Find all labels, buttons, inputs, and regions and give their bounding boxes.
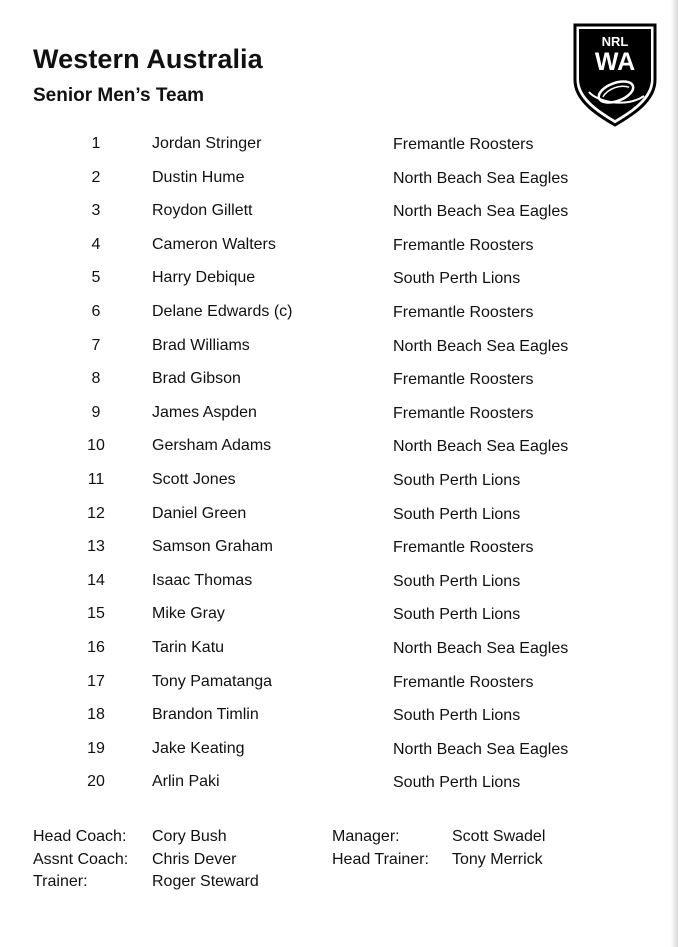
page-title: Western Australia [33,44,263,74]
player-name: Tony Pamatanga [152,672,273,690]
logo-main-text: WA [594,48,636,76]
roster-row [0,295,678,329]
player-club: Fremantle Roosters [393,539,534,557]
player-club: North Beach Sea Eagles [393,740,569,758]
staff-entry [332,849,632,872]
player-club: North Beach Sea Eagles [393,203,569,221]
roster-row [0,362,678,396]
player-number: 10 [87,437,105,455]
player-club: Fremantle Roosters [393,136,534,153]
roster-row [0,127,678,161]
player-number: 15 [87,605,105,623]
roster-row [0,530,678,564]
player-number: 4 [91,235,101,253]
roster-row [0,665,678,699]
player-number: 2 [91,168,101,186]
nrl-wa-shield-logo [572,22,658,128]
player-name: Delane Edwards (c) [152,302,293,320]
player-club: Fremantle Roosters [393,303,534,321]
staff-role: Trainer: [33,873,88,890]
roster-row [0,765,678,799]
player-number: 7 [91,336,101,354]
player-number: 12 [87,504,105,522]
player-name: Dustin Hume [152,168,245,186]
staff-list-left [33,826,333,894]
player-number: 18 [87,706,105,724]
roster-row [0,396,678,430]
player-name: Jordan Stringer [152,135,262,152]
staff-name: Cory Bush [152,828,227,845]
roster-row [0,597,678,631]
player-name: Arlin Paki [152,773,220,791]
staff-name: Tony Merrick [452,850,543,868]
staff-role: Head Trainer: [332,850,429,868]
staff-name: Chris Dever [152,850,237,868]
player-club: Fremantle Roosters [393,404,534,422]
staff-role: Assnt Coach: [33,850,129,868]
player-club: North Beach Sea Eagles [393,438,569,456]
player-number: 11 [87,470,105,488]
roster-row [0,261,678,295]
player-number: 8 [91,370,101,388]
player-name: Roydon Gillett [152,202,253,220]
roster-row [0,463,678,497]
player-name: Brad Williams [152,336,250,354]
player-club: South Perth Lions [393,707,521,725]
player-name: James Aspden [152,403,257,421]
player-number: 3 [91,202,101,220]
player-name: Samson Graham [152,538,273,556]
player-club: South Perth Lions [393,471,521,489]
player-name: Harry Debique [152,269,256,287]
player-number: 1 [91,135,101,152]
page-subtitle: Senior Men’s Team [33,85,205,106]
player-number: 20 [87,773,105,791]
player-number: 19 [87,739,105,757]
player-name: Mike Gray [152,605,225,623]
staff-entry [33,871,333,894]
player-number: 6 [91,302,101,320]
logo-top-text: NRL [601,34,629,49]
staff-entry [332,826,632,849]
player-number: 14 [87,571,105,589]
roster-row [0,631,678,665]
staff-role: Head Coach: [33,828,127,845]
player-club: Fremantle Roosters [393,371,534,389]
staff-name: Roger Steward [152,873,259,890]
player-name: Daniel Green [152,504,247,522]
roster-row [0,732,678,766]
player-club: South Perth Lions [393,572,521,590]
player-club: South Perth Lions [393,774,521,792]
player-number: 13 [87,538,105,556]
roster-row [0,329,678,363]
staff-name: Scott Swadel [452,828,546,845]
player-name: Tarin Katu [152,638,225,656]
player-club: South Perth Lions [393,505,521,523]
roster-row [0,698,678,732]
player-number: 9 [91,403,101,421]
roster-row [0,228,678,262]
player-club: South Perth Lions [393,270,521,288]
staff-entry [33,849,333,872]
player-name: Gersham Adams [152,437,272,455]
player-name: Brandon Timlin [152,706,259,724]
team-roster [0,127,678,799]
player-club: North Beach Sea Eagles [393,639,569,657]
roster-row [0,497,678,531]
roster-row [0,429,678,463]
player-name: Jake Keating [152,739,245,757]
roster-row [0,194,678,228]
player-club: South Perth Lions [393,606,521,624]
player-number: 17 [87,672,105,690]
staff-entry [33,826,333,849]
player-name: Isaac Thomas [152,571,253,589]
player-name: Scott Jones [152,470,236,488]
player-club: Fremantle Roosters [393,673,534,691]
staff-role: Manager: [332,828,400,845]
player-number: 5 [91,269,101,287]
player-club: North Beach Sea Eagles [393,337,569,355]
player-name: Brad Gibson [152,370,241,388]
player-club: North Beach Sea Eagles [393,169,569,187]
player-number: 16 [87,638,105,656]
roster-row [0,564,678,598]
player-club: Fremantle Roosters [393,236,534,254]
player-name: Cameron Walters [152,235,276,253]
roster-row [0,161,678,195]
staff-list-right [332,826,632,871]
